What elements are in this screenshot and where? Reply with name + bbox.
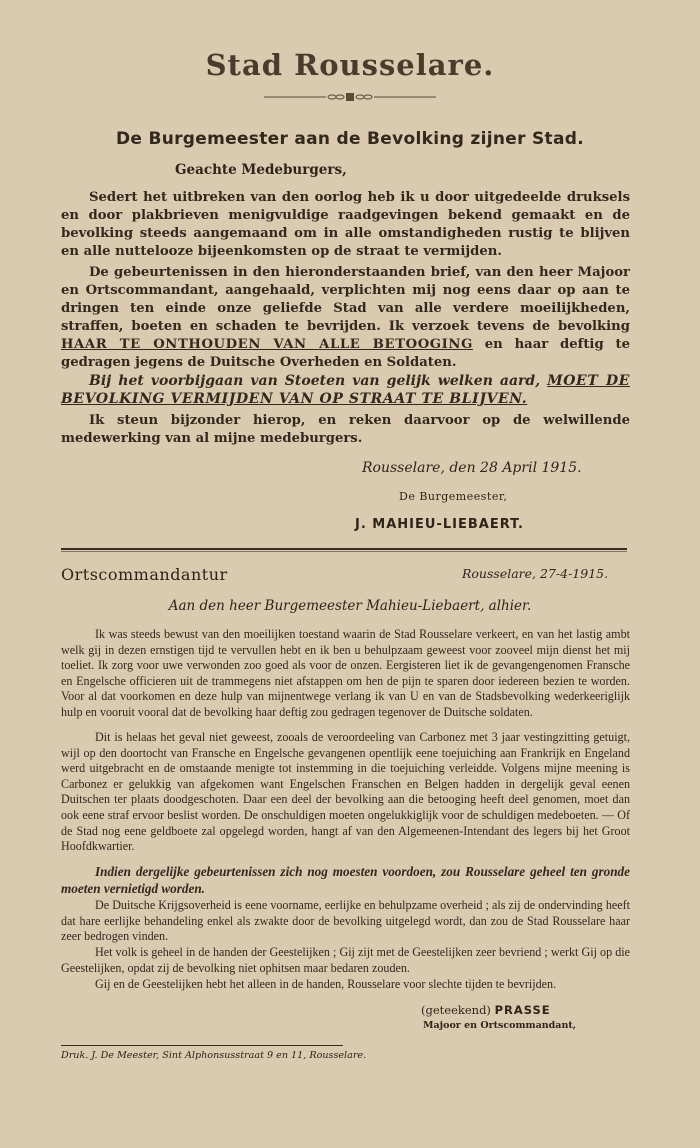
letter-addressee: Aan den heer Burgemeester Mahieu-Liebaert, alhier. <box>168 598 532 614</box>
paragraph-text: Bij het voorbijgaan van Stoeten van gelijk welken aard, <box>89 373 541 389</box>
letter-paragraph-4: De Duitsche Krijgsoverheid is eene voorname, eerlijke en behulpzame overheid ; als zij de ondervinding heeft dat hare eerlijke behandeling enkel als zwakte door de bevolking uitgelegd wordt, dan zou de Stad Rousselare haar zeer bedrogen vinden. <box>61 898 630 944</box>
letter-paragraph-6: Gij en de Geestelijken hebt het alleen in de handen, Rousselare voor slechte tijden te bevrijden. <box>95 977 557 991</box>
proclamation-paragraph-1: Sedert het uitbreken van den oorlog heb ik u door uitgedeelde druksels en door plakbrieven menigvuldige raadgevingen bekend gemaakt en de bevolking steeds aangemaand om in alle omstandigheden rustig te blijven en alle nuttelooze bijeenkomsten op de straat te vermijden. <box>61 190 630 260</box>
salutation: Geachte Medeburgers, <box>175 162 347 178</box>
letter-paragraph-5: Het volk is geheel in de handen der Geestelijken ; Gij zijt met de Geestelijken zeer bevriend ; werkt Gij op die Geestelijken, opdat zij de bevolking niet ophitsen maar bedaren zouden. <box>61 945 630 975</box>
signed-label: (geteekend) <box>421 1003 491 1017</box>
proclamation-date: Rousselare, den 28 April 1915. <box>362 460 582 476</box>
signed-name: PRASSE <box>494 1003 551 1017</box>
letter-paragraph-1: Ik was steeds bewust van den moeilijken toestand waarin de Stad Rousselare verkeert, en van het lastig ambt welk gij in dezen ernstigen tijd te vervullen hebt en ik ben u behulpzaam geweest voor zooveel mijn dienst het mij toeliet. Ik zorg voor uwe verwonden zoo goed als voor de onzen. Eergisteren liet ik de gevangengenomen Fransche en Engelsche officieren uit de trammegens niet afstappen om hen de pijn te sparen door iedereen bezien te worden. Voor al dat voorkomen en deze hulp van mijnentwege verlang ik van U en van de Stadsbevolking wederkeeriglijk hulp en vooruit vooral dat de bevolking haar deftig zou gedragen tegenover de Duitsche soldaten. <box>61 627 630 719</box>
section-divider-thin <box>61 551 627 552</box>
letter-header: Ortscommandantur <box>61 565 228 584</box>
section-divider <box>61 548 627 550</box>
paragraph-text: De gebeurtenissen in den hieronderstaanden brief, van den heer Majoor en Ortscommandant, aangehaald, verplichten mij nog eens daar op aan te dringen ten einde onze geliefde Stad van alle verdere moeilijkheden, straffen, boeten en schaden te bevrijden. Ik verzoek tevens de bevolking <box>61 265 630 335</box>
emphasis-no-demonstration: HAAR TE ONTHOUDEN VAN ALLE BETOOGING <box>61 337 473 353</box>
paragraph-text: en haar deftig te gedragen jegens de Duitsche Overheden en Soldaten. <box>61 337 630 371</box>
letter-signature <box>421 1003 551 1017</box>
emphasis-stay-off-street: MOET DE BEVOLKING VERMIJDEN VAN OP STRAAT TE BLIJVEN. <box>61 373 630 408</box>
signer-title: De Burgemeester, <box>399 490 508 503</box>
proclamation-paragraph-3 <box>61 372 630 408</box>
letter-date: Rousselare, 27-4-1915. <box>462 566 609 581</box>
proclamation-heading: De Burgemeester aan de Bevolking zijner Stad. <box>116 129 584 149</box>
letter-paragraph-2: Dit is helaas het geval niet geweest, zooals de veroordeeling van Carbonez met 3 jaar vestingzitting getuigt, wijl op den doortocht van Fransche en Engelsche gevangenen opentlijk eene toejuiching aan Frankrijk en Engeland werd uitgebracht en de omstaande menigte tot instemming in die toejuiching verleidde. Volgens mijne meening is Carbonez er gelukkig van afgekomen want Engelschen Franschen en Belgen hadden in dergelijk geval eenen Duitschen ter plaats doodgeschoten. Daar een deel der bevolking aan die betooging heeft deel genomen, moet dan ook eene straf ervoor beslist worden. De onschuldigen moeten ongelukkiglijk voor de schuldigen medeboeten. — Of de Stad nog eene geldboete zal opgelegd worden, hangt af van den Algemeenen-Intendant des legers bij het Groot Hoofdkwartier. <box>61 730 630 854</box>
proclamation-paragraph-2 <box>61 264 630 373</box>
letter-paragraph-3: Indien dergelijke gebeurtenissen zich nog moesten voordoen, zou Rousselare geheel ten gronde moeten vernietigd worden. <box>61 864 630 896</box>
page-title: Stad Rousselare. <box>205 48 495 82</box>
ornament-divider <box>264 91 436 103</box>
signer-rank: Majoor en Ortscommandant, <box>423 1020 577 1031</box>
footer-divider <box>61 1045 343 1046</box>
printer-imprint: Druk. J. De Meester, Sint Alphonsusstraat 9 en 11, Rousselare. <box>61 1050 367 1061</box>
proclamation-paragraph-4: Ik steun bijzonder hierop, en reken daarvoor op de welwillende medewerking van al mijne medeburgers. <box>61 413 630 447</box>
signer-name: J. MAHIEU-LIEBAERT. <box>355 517 524 532</box>
